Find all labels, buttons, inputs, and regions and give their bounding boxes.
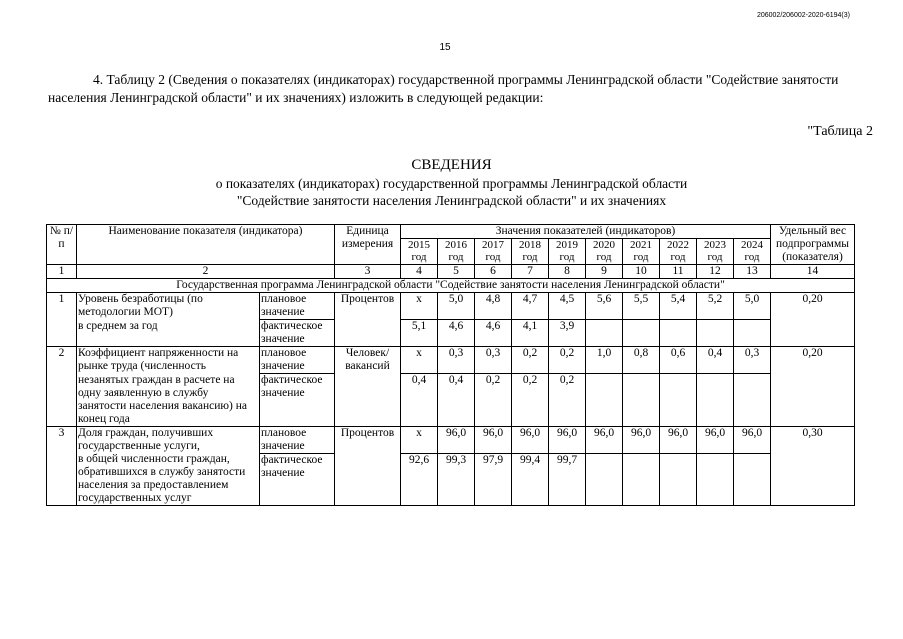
- indicator-unit: Процентов: [335, 293, 401, 347]
- fact-value: [660, 374, 697, 427]
- indicator-weight: 0,20: [771, 293, 855, 347]
- year-unit: год: [559, 251, 575, 264]
- header-row: [47, 225, 855, 239]
- column-number: 9: [586, 265, 623, 279]
- fact-value: [586, 453, 623, 506]
- plan-value: 5,4: [660, 293, 697, 320]
- fact-value: [697, 320, 734, 347]
- year-header: [623, 239, 660, 265]
- fact-value: [734, 374, 771, 427]
- column-number: 1: [47, 265, 77, 279]
- fact-value: [623, 453, 660, 506]
- year-unit: год: [744, 251, 760, 264]
- fact-value: 0,2: [512, 374, 549, 427]
- fact-value: 99,3: [438, 453, 475, 506]
- indicator-fact-row: [47, 374, 855, 427]
- indicator-name: Коэффициент напряженности на рынке труда (численность: [77, 347, 260, 374]
- indicator-unit: Процентов: [335, 426, 401, 506]
- year-value: 2024: [741, 239, 763, 252]
- year-value: 2015: [408, 239, 430, 252]
- table-label: "Таблица 2: [807, 124, 873, 139]
- column-number: 8: [549, 265, 586, 279]
- column-numbers-row: [47, 265, 855, 279]
- fact-value: [623, 320, 660, 347]
- fact-value: [697, 374, 734, 427]
- indicator-number: 3: [47, 426, 77, 506]
- indicator-plan-row: [47, 347, 855, 374]
- fact-value: [697, 453, 734, 506]
- indicator-number: 2: [47, 347, 77, 427]
- fact-value: [734, 320, 771, 347]
- year-header: [401, 239, 438, 265]
- column-number: 14: [771, 265, 855, 279]
- column-number: 5: [438, 265, 475, 279]
- fact-value: 97,9: [475, 453, 512, 506]
- fact-value: 92,6: [401, 453, 438, 506]
- plan-value: x: [401, 293, 438, 320]
- plan-value: 96,0: [512, 426, 549, 453]
- fact-value: 4,6: [438, 320, 475, 347]
- table-subtitle-line1: о показателях (индикаторах) государственной программы Ленинградской области: [215, 176, 688, 191]
- fact-label: фактическое значение: [260, 453, 335, 506]
- indicator-unit: Человек/ вакансий: [335, 347, 401, 427]
- year-unit: год: [633, 251, 649, 264]
- plan-value: 0,3: [475, 347, 512, 374]
- plan-value: 96,0: [623, 426, 660, 453]
- year-value: 2023: [704, 239, 726, 252]
- indicator-plan-row: [47, 293, 855, 320]
- indicator-fact-row: [47, 453, 855, 506]
- year-header: [512, 239, 549, 265]
- indicator-name-continued: в среднем за год: [77, 320, 260, 347]
- year-unit: год: [485, 251, 501, 264]
- plan-value: 0,2: [512, 347, 549, 374]
- fact-value: [623, 374, 660, 427]
- program-title: Государственная программа Ленинградской области "Содействие занятости населения Ленинградской области": [47, 279, 855, 293]
- year-value: 2019: [556, 239, 578, 252]
- column-number: 2: [77, 265, 335, 279]
- fact-value: 3,9: [549, 320, 586, 347]
- plan-value: 0,6: [660, 347, 697, 374]
- page-number: 15: [439, 42, 451, 53]
- year-unit: год: [596, 251, 612, 264]
- header-values: Значения показателей (индикаторов): [401, 225, 771, 239]
- column-number: 12: [697, 265, 734, 279]
- year-value: 2018: [519, 239, 541, 252]
- plan-value: 5,6: [586, 293, 623, 320]
- fact-value: 99,4: [512, 453, 549, 506]
- plan-value: x: [401, 426, 438, 453]
- plan-value: 0,3: [734, 347, 771, 374]
- plan-value: 0,2: [549, 347, 586, 374]
- plan-value: 5,5: [623, 293, 660, 320]
- column-number: 6: [475, 265, 512, 279]
- plan-value: 96,0: [697, 426, 734, 453]
- plan-value: 4,8: [475, 293, 512, 320]
- fact-value: [660, 453, 697, 506]
- plan-value: 96,0: [734, 426, 771, 453]
- year-header: [475, 239, 512, 265]
- table-title: СВЕДЕНИЯ: [411, 157, 492, 173]
- indicator-fact-row: [47, 320, 855, 347]
- indicator-weight: 0,30: [771, 426, 855, 506]
- header-unit: Единица измерения: [335, 225, 401, 265]
- fact-value: 0,2: [549, 374, 586, 427]
- fact-value: 0,2: [475, 374, 512, 427]
- program-row: [47, 279, 855, 293]
- plan-value: 1,0: [586, 347, 623, 374]
- indicator-name-continued: незанятых граждан в расчете на одну заявленную в службу занятости населения вакансию) на конец года: [77, 374, 260, 427]
- column-number: 4: [401, 265, 438, 279]
- year-unit: год: [522, 251, 538, 264]
- fact-value: [586, 374, 623, 427]
- fact-value: [734, 453, 771, 506]
- indicator-name: Доля граждан, получивших государственные услуги,: [77, 426, 260, 453]
- year-value: 2020: [593, 239, 615, 252]
- year-value: 2017: [482, 239, 504, 252]
- column-number: 13: [734, 265, 771, 279]
- header-weight: Удельный вес подпрограммы (показателя): [771, 225, 855, 265]
- fact-label: фактическое значение: [260, 320, 335, 347]
- year-unit: год: [707, 251, 723, 264]
- fact-value: 4,1: [512, 320, 549, 347]
- year-value: 2022: [667, 239, 689, 252]
- plan-value: 5,2: [697, 293, 734, 320]
- plan-value: 5,0: [734, 293, 771, 320]
- plan-value: 96,0: [438, 426, 475, 453]
- fact-value: 99,7: [549, 453, 586, 506]
- indicator-plan-row: [47, 426, 855, 453]
- plan-value: 5,0: [438, 293, 475, 320]
- column-number: 10: [623, 265, 660, 279]
- indicator-weight: 0,20: [771, 347, 855, 427]
- plan-value: 0,4: [697, 347, 734, 374]
- fact-value: 0,4: [401, 374, 438, 427]
- fact-value: 0,4: [438, 374, 475, 427]
- document-number: 206002/206002-2020-6194(3): [756, 12, 850, 19]
- indicators-table: [46, 224, 855, 506]
- plan-value: 96,0: [660, 426, 697, 453]
- year-header: [660, 239, 697, 265]
- plan-label: плановое значение: [260, 347, 335, 374]
- year-header: [438, 239, 475, 265]
- plan-label: плановое значение: [260, 426, 335, 453]
- plan-value: 0,8: [623, 347, 660, 374]
- table-subtitle-line2: "Содействие занятости населения Ленинградской области" и их значениях: [236, 193, 667, 208]
- indicator-number: 1: [47, 293, 77, 347]
- year-unit: год: [411, 251, 427, 264]
- column-number: 7: [512, 265, 549, 279]
- plan-value: x: [401, 347, 438, 374]
- column-number: 11: [660, 265, 697, 279]
- column-number: 3: [335, 265, 401, 279]
- plan-value: 96,0: [549, 426, 586, 453]
- plan-value: 0,3: [438, 347, 475, 374]
- plan-value: 96,0: [475, 426, 512, 453]
- intro-paragraph: 4. Таблицу 2 (Сведения о показателях (индикаторах) государственной программы Ленинградской области "Содействие занятости населения Ленинградской области" и их значениях) изложить в следующей редакции:: [48, 72, 839, 105]
- year-header: [734, 239, 771, 265]
- plan-value: 4,5: [549, 293, 586, 320]
- fact-value: 5,1: [401, 320, 438, 347]
- year-value: 2021: [630, 239, 652, 252]
- header-num: № п/п: [47, 225, 77, 265]
- year-header: [586, 239, 623, 265]
- year-header: [549, 239, 586, 265]
- fact-value: [660, 320, 697, 347]
- year-header: [697, 239, 734, 265]
- year-value: 2016: [445, 239, 467, 252]
- fact-value: 4,6: [475, 320, 512, 347]
- indicator-name: Уровень безработицы (по методологии МОТ): [77, 293, 260, 320]
- table-body: [47, 225, 855, 506]
- indicator-name-continued: в общей численности граждан, обратившихся в службу занятости населения за предоставлением государственных услуг: [77, 453, 260, 506]
- year-unit: год: [670, 251, 686, 264]
- plan-value: 4,7: [512, 293, 549, 320]
- plan-value: 96,0: [586, 426, 623, 453]
- header-name: Наименование показателя (индикатора): [77, 225, 335, 265]
- plan-label: плановое значение: [260, 293, 335, 320]
- fact-value: [586, 320, 623, 347]
- year-unit: год: [448, 251, 464, 264]
- fact-label: фактическое значение: [260, 374, 335, 427]
